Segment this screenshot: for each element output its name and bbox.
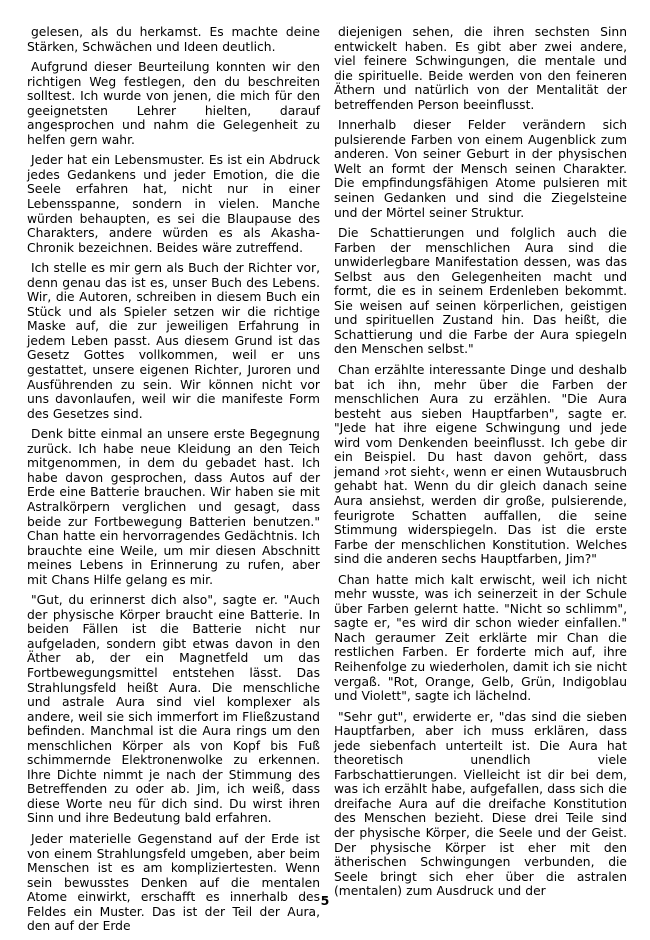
page-number: 5: [320, 893, 330, 908]
paragraph: Denk bitte einmal an unsere erste Begegnung zurück. Ich habe neue Kleidung an den Teich mitgenommen, in dem du gebadet hast. Ich habe davon gesprochen, dass Autos auf der Erde eine Batterie brauchen. Wir haben sie mit Astralkörpern verglichen und gesagt, dass beide zur Fortbewegung Batterien benutzen." Chan hatte ein hervorragendes Gedächtnis. Ich brauchte eine Weile, um mir diesen Abschnitt meines Lebens in Erinnerung zu rufen, aber mit Chans Hilfe gelang es mir.: [27, 427, 320, 587]
two-column-layout: [27, 25, 626, 940]
left-text-column: [27, 25, 320, 940]
paragraph: Jeder hat ein Lebensmuster. Es ist ein Abdruck jedes Gedankens und jeder Emotion, die die Seele erfahren hat, nicht nur in einer Lebensspanne, sondern in vielen. Manche würden behaupten, es sei die Blaupause des Charakters, andere würden es als Akasha-Chronik bezeichnen. Beides wäre zutreffend.: [27, 153, 320, 255]
paragraph: "Sehr gut", erwiderte er, "das sind die sieben Hauptfarben, aber ich muss erklären, dass jede siebenfach unterteilt ist. Die Aura hat theoretisch unendlich viele Farbschattierungen. Vielleicht ist dir bei dem, was ich erzählt habe, aufgefallen, dass sich die dreifache Aura auf die dreifache Konstitution des Menschen bezieht. Diese drei Teile sind der physische Körper, die Seele und der Geist. Der physische Körper ist eher mit den ätherischen Schwingungen verbunden, die Seele bringt sich eher über die astralen (mentalen) zum Ausdruck und der: [334, 709, 627, 899]
paragraph: Chan erzählte interessante Dinge und deshalb bat ich ihn, mehr über die Farben der menschlichen Aura zu erzählen. "Die Aura besteht aus sieben Hauptfarben", sagte er. "Jede hat ihre eigene Schwingung und jede wird vom Denkenden beeinflusst. Ich gebe dir ein Beispiel. Du hast davon gehört, dass jemand ›rot sieht‹, wenn er einen Wutausbruch gehabt hat. Wenn du dir gleich danach seine Aura ansiehst, werden dir große, pulsierende, feurigrote Schatten auffallen, die seine Stimmung widerspiegeln. Das ist die erste Farbe der menschlichen Konstitution. Welches sind die anderen sechs Hauptfarben, Jim?": [334, 363, 627, 567]
paragraph: diejenigen sehen, die ihren sechsten Sinn entwickelt haben. Es gibt aber zwei andere, viel feinere Schwingungen, die mentale und die spirituelle. Beide werden von den feineren Äthern und natürlich von der Mentalität der betreffenden Person beeinflusst.: [334, 25, 627, 112]
paragraph: Aufgrund dieser Beurteilung konnten wir den richtigen Weg festlegen, den du beschreiten solltest. Ich wurde von jenen, die mich für den geeignetsten Lehrer hielten, darauf angesprochen und nahm die Gelegenheit zu helfen gern wahr.: [27, 60, 320, 147]
paragraph: Jeder materielle Gegenstand auf der Erde ist von einem Strahlungsfeld umgeben, aber beim Menschen ist es am kompliziertesten. Wenn sein bewusstes Denken auf die mentalen Atome einwirkt, erschafft es innerhalb des Feldes ein Muster. Das ist der Teil der Aura, den auf der Erde: [27, 831, 320, 934]
paragraph: Innerhalb dieser Felder verändern sich pulsierende Farben von einem Augenblick zum anderen. Von seiner Geburt in der physischen Welt an formt der Mensch seinen Charakter. Die empfindungsfähigen Atome pulsieren mit seinen Gedanken und sind die Ziegelsteine und der Mörtel seiner Struktur.: [334, 118, 627, 220]
paragraph: Ich stelle es mir gern als Buch der Richter vor, denn genau das ist es, unser Buch des Lebens. Wir, die Autoren, schreiben in diesem Buch ein Stück und als Spieler setzen wir die richtige Maske auf, die zur jeweiligen Erfahrung in jedem Leben passt. Aus diesem Grund ist das Gesetz Gottes vollkommen, weil er uns gestattet, unsere eigenen Richter, Juroren und Ausführenden zu sein. Wir können nicht vor uns davonlaufen, weil wir die manifeste Form des Gesetzes sind.: [27, 261, 320, 421]
paragraph: Die Schattierungen und folglich auch die Farben der menschlichen Aura sind die unwiderlegbare Manifestation dessen, was das Selbst aus den Gelegenheiten macht und formt, die es in seinem Erdenleben bekommt. Sie weisen auf seinen körperlichen, geistigen und spirituellen Zustand hin. Das heißt, die Schattierung und die Farbe der Aura spiegeln den Menschen selbst.": [334, 226, 627, 357]
paragraph: Chan hatte mich kalt erwischt, weil ich nicht mehr wusste, was ich seinerzeit in der Schule über Farben gelernt hatte. "Nicht so schlimm", sagte er, "es wird dir schon wieder einfallen." Nach geraumer Zeit erklärte mir Chan die restlichen Farben. Er forderte mich auf, ihre Reihenfolge zu wiederholen, damit ich sie nicht vergaß. "Rot, Orange, Gelb, Grün, Indigoblau und Violett", sagte ich lächelnd.: [334, 572, 627, 704]
book-page: [27, 25, 626, 940]
right-text-column: [334, 25, 627, 940]
paragraph: "Gut, du erinnerst dich also", sagte er. "Auch der physische Körper braucht eine Batterie. In beiden Fällen ist die Batterie nicht nur aufgeladen, sondern gibt etwas davon in den Äther ab, der ein Magnetfeld um das Fortbewegungsmittel entstehen lässt. Das Strahlungsfeld heißt Aura. Die menschliche und astrale Aura sind viel komplexer als andere, weil sie sich immerfort im Fließzustand befinden. Manchmal ist die Aura rings um den menschlichen Körper als von Kopf bis Fuß schimmernde Elektronenwolke zu erkennen. Ihre Dichte nimmt je nach der Stimmung des Betreffenden zu oder ab. Jim, ich weiß, dass diese Worte neu für dich sind. Du wirst ihren Sinn und ihre Bedeutung bald erfahren.: [27, 593, 320, 826]
paragraph: gelesen, als du herkamst. Es machte deine Stärken, Schwächen und Ideen deutlich.: [27, 25, 320, 54]
